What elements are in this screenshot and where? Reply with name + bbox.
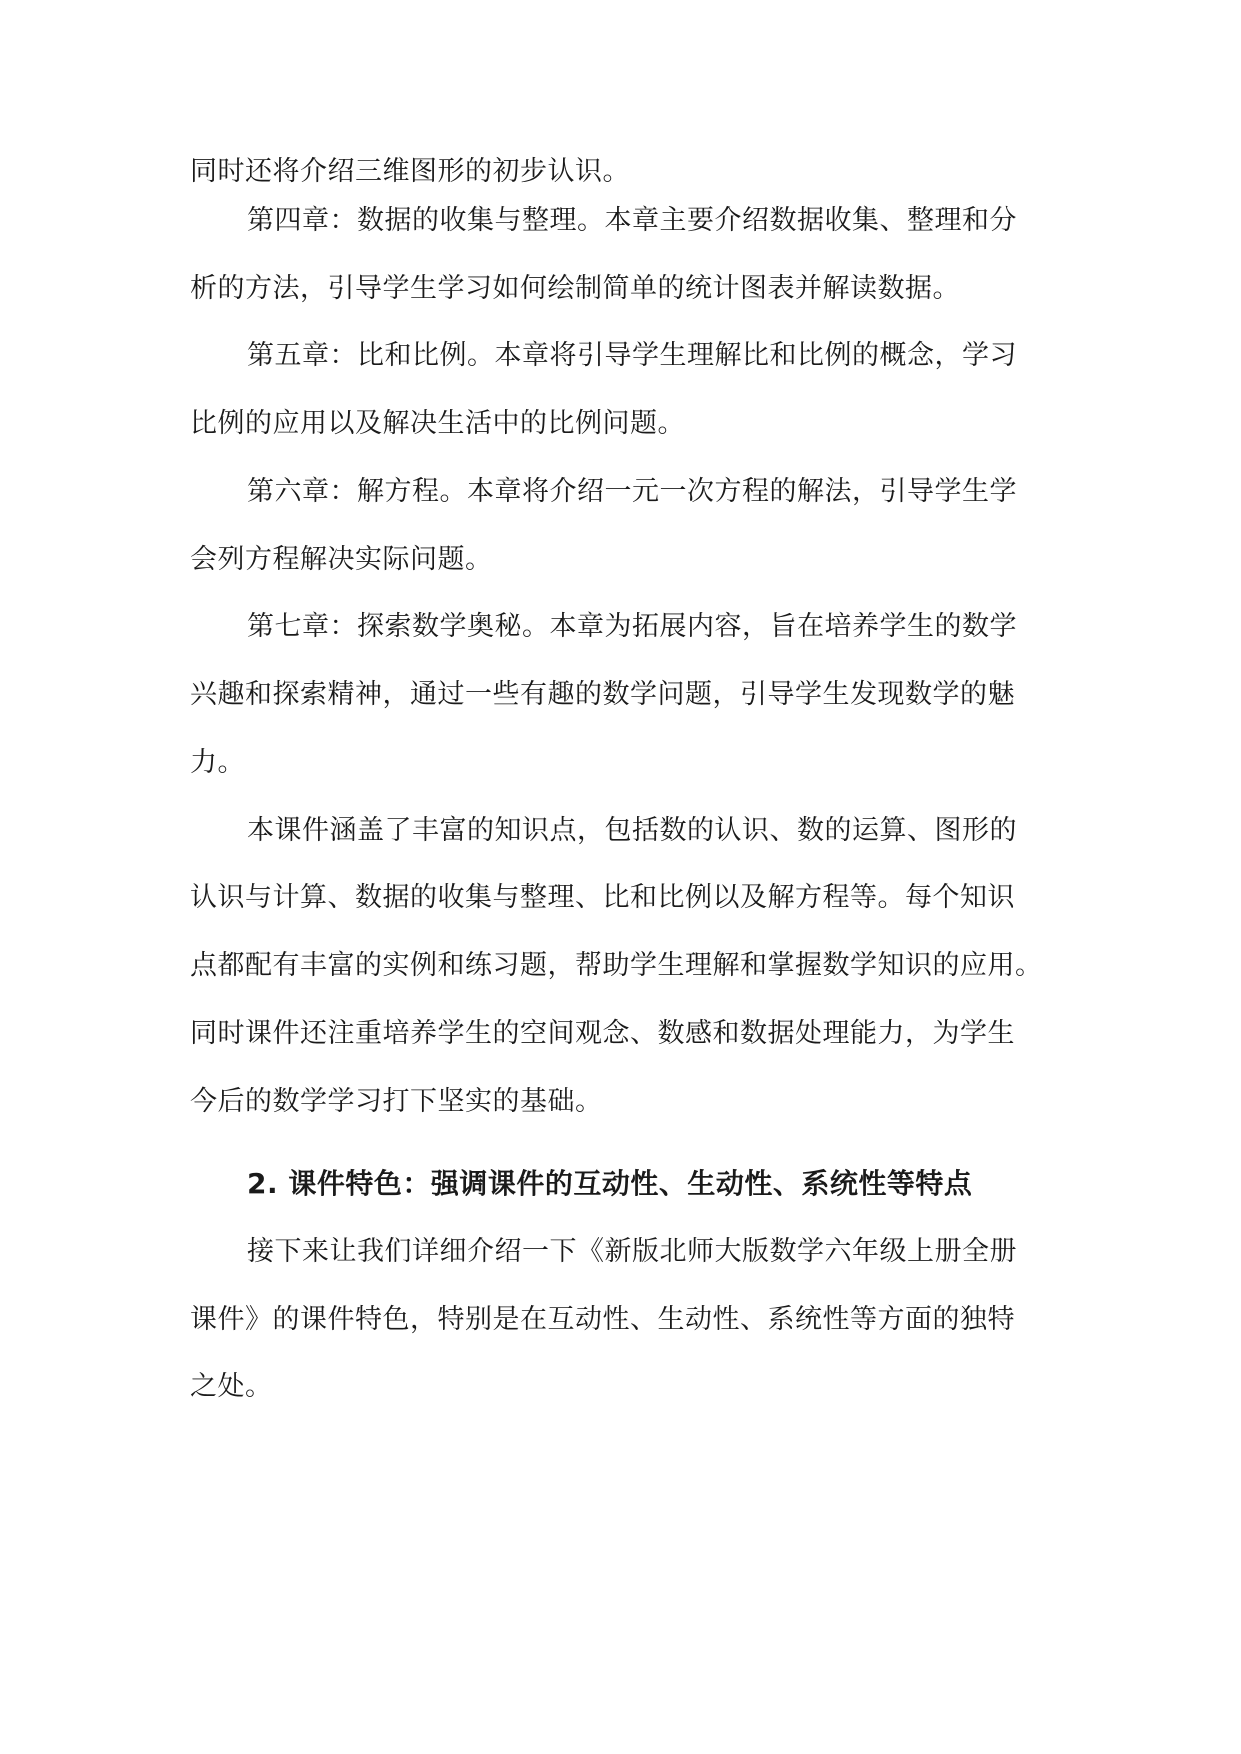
paragraph-line: 之处。 xyxy=(190,1371,273,1402)
paragraph-line: 兴趣和探索精神，通过一些有趣的数学问题，引导学生发现数学的魅 xyxy=(190,679,1015,710)
paragraph-line: 第四章：数据的收集与整理。本章主要介绍数据收集、整理和分 xyxy=(247,205,1017,236)
paragraph-line: 第六章：解方程。本章将介绍一元一次方程的解法，引导学生学 xyxy=(247,476,1017,507)
paragraph-line: 第七章：探索数学奥秘。本章为拓展内容，旨在培养学生的数学 xyxy=(247,611,1017,642)
paragraph-line: 会列方程解决实际问题。 xyxy=(190,544,493,575)
paragraph-line: 今后的数学学习打下坚实的基础。 xyxy=(190,1086,603,1117)
paragraph-line: 析的方法，引导学生学习如何绘制简单的统计图表并解读数据。 xyxy=(190,273,960,304)
paragraph-line: 本课件涵盖了丰富的知识点，包括数的认识、数的运算、图形的 xyxy=(247,815,1017,846)
paragraph-line: 同时还将介绍三维图形的初步认识。 xyxy=(190,156,630,187)
section-heading: 2. 课件特色：强调课件的互动性、生动性、系统性等特点 xyxy=(247,1167,973,1200)
paragraph-line: 点都配有丰富的实例和练习题，帮助学生理解和掌握数学知识的应用。 xyxy=(190,950,1043,981)
paragraph-line: 同时课件还注重培养学生的空间观念、数感和数据处理能力，为学生 xyxy=(190,1018,1015,1049)
paragraph-line: 接下来让我们详细介绍一下《新版北师大版数学六年级上册全册 xyxy=(247,1236,1017,1267)
paragraph-line: 力。 xyxy=(190,747,245,778)
paragraph-line: 比例的应用以及解决生活中的比例问题。 xyxy=(190,408,685,439)
paragraph-line: 第五章：比和比例。本章将引导学生理解比和比例的概念，学习 xyxy=(247,340,1017,371)
paragraph-line: 认识与计算、数据的收集与整理、比和比例以及解方程等。每个知识 xyxy=(190,882,1015,913)
paragraph-line: 课件》的课件特色，特别是在互动性、生动性、系统性等方面的独特 xyxy=(190,1304,1015,1335)
